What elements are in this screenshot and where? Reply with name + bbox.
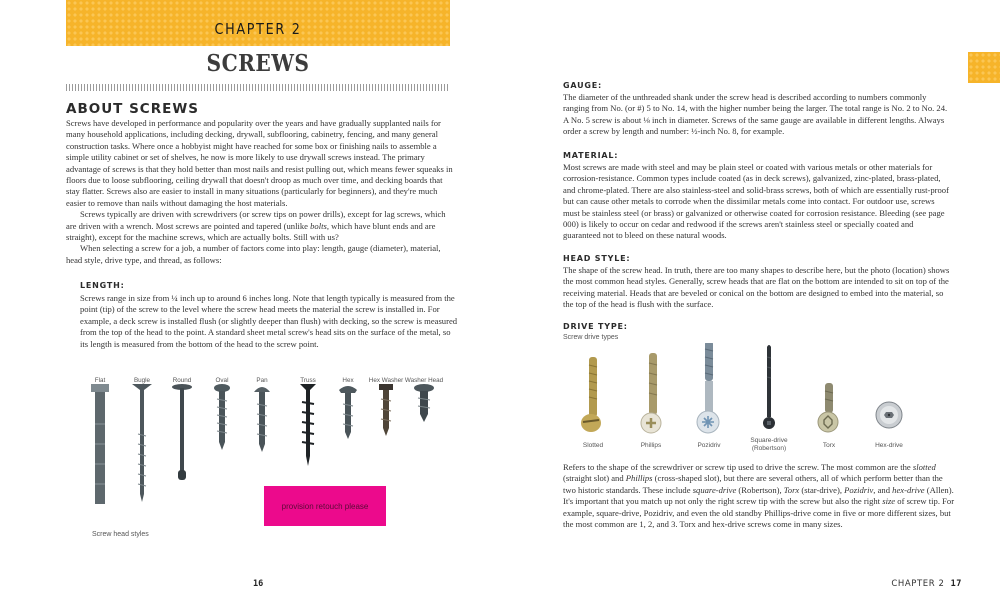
figure-label: Slotted (582, 442, 604, 449)
drive-phillips (621, 343, 681, 449)
figure-label: Bugle (133, 377, 151, 384)
figure-label: Hex Washer (368, 377, 404, 384)
text-run-italic: bolts (310, 220, 327, 231)
subheading-drive-type: DRIVE TYPE: (563, 322, 628, 331)
text-run: , and (873, 484, 893, 495)
text-run-italic: Torx (783, 484, 800, 495)
square-drive-screw-icon (739, 343, 799, 438)
retouch-placeholder: provision retouch please (264, 486, 386, 526)
washer-head-screw-icon (404, 384, 444, 504)
text-run: (Robertson), (736, 484, 784, 495)
slotted-screw-icon (563, 343, 623, 438)
figure-label: Hex-drive (875, 442, 903, 449)
about-paragraph: When selecting a screw for a job, a number of factors come into play: length, gauge (diameter), material, head style, drive type, and thread, as follows: (66, 243, 441, 265)
chapter-band (66, 0, 450, 46)
figure-label: Hex (342, 377, 354, 384)
flat-screw-icon (80, 384, 120, 504)
chapter-label: CHAPTER 2 (214, 20, 302, 38)
screw-washer-head (404, 368, 444, 509)
phillips-screw-icon (621, 343, 681, 438)
drive-pozidriv (679, 343, 739, 449)
figure-caption: Screw drive types (563, 334, 619, 341)
subheading-length: LENGTH: (80, 281, 125, 290)
hatch-divider (66, 84, 450, 91)
screw-bugle (122, 368, 162, 509)
about-paragraph (66, 209, 458, 243)
footer-chapter-label: CHAPTER 2 (891, 579, 945, 589)
figure-label: Washer Head (404, 377, 444, 384)
drive-square (739, 343, 799, 452)
figure-label: Torx (822, 442, 836, 449)
drive-torx (799, 343, 859, 449)
text-run-italic: Pozidriv (844, 484, 874, 495)
right-page (500, 0, 1000, 611)
round-screw-icon (162, 384, 202, 504)
figure-label: Oval (215, 377, 229, 384)
figure-label: Round (172, 377, 192, 384)
page-number-left: 16 (253, 579, 264, 589)
figure-label: Pan (256, 377, 268, 384)
chapter-title: SCREWS (206, 50, 310, 77)
oval-screw-icon (202, 384, 242, 504)
screw-round (162, 368, 202, 509)
head-style-body: The shape of the screw head. In truth, there are too many shapes to describe here, but the photo (location) shows the most common head styles. Generally, screw heads that are flat on the bottom are intended to sit on top of the receiving material. Heads that are beveled or conical on the bottom are designed to embed into the material, so the top of the head is flush with the surface. (563, 265, 950, 310)
figure-label: Truss (300, 377, 316, 384)
text-run: of screw tip. For example, square-drive, Pozidriv, and even the old standby Phillips-drive come in five or more different sizes, but the most common are 1, 2, and 3. Torx and hex-drive screws come in many sizes. (563, 496, 955, 530)
subheading-material: MATERIAL: (563, 151, 619, 160)
bugle-screw-icon (122, 384, 162, 504)
subheading-head-style: HEAD STYLE: (563, 254, 631, 263)
running-footer-right (891, 579, 962, 589)
text-run: (Allen). It's important that you match up not only the right screw tip with the screw but also the right (563, 484, 954, 507)
drive-types-figure (563, 343, 943, 453)
length-body: Screws range in size from ¼ inch up to around 6 inches long. Note that length typically is measured from the point (tip) of the screw to the level where the screw head meets the material the screw is installed in. For example, a deck screw is installed flush (or slightly deeper than flush) with decking, so the screw is measured from the top of the head to the point. A standard sheet metal screw's head sits on the surface of the metal, so its length is measured from the bottom of the head to the screw point. (80, 293, 458, 349)
screw-oval (202, 368, 242, 509)
pozidriv-screw-icon (679, 343, 739, 438)
subheading-gauge: GAUGE: (563, 81, 603, 90)
torx-screw-icon (799, 343, 859, 438)
drive-hex (859, 343, 919, 449)
text-run: (cross-shaped slot), but there are several others, all of which perform better than the two historic standards. These include (563, 473, 943, 495)
text-run-italic: size (882, 496, 896, 507)
text-run-italic: Phillips (625, 473, 653, 484)
text-run: Refers to the shape of the screwdriver or screw tip used to drive the screw. The most common are the (563, 462, 913, 472)
about-paragraph: Screws have developed in performance and popularity over the years and have gradually supplanted nails for many household applications, including decking, drywall, subflooring, cabinetry, fencing, and many general construction tasks. Where once a hobbyist might have reached for some box or finishing nails to assemble a simple utility cabinet or set of shelves, he now is more likely to use drywall screws instead. The primary advantage of screws is that they hold better than most nails and resist pulling out, which means fewer squeaks in floors due to loose subflooring, ceiling drywall that doesn't droop as much over time, and decking boards that stay flatter. Screws also are easier to install in many situations (particularly for beginners), and they're much easier to remove than nails without damaging the host materials. (66, 118, 453, 208)
figure-caption: Screw head styles (92, 531, 149, 538)
text-run-italic: square-drive (692, 484, 737, 495)
text-run: (straight slot) and (563, 473, 626, 484)
text-run-italic: slotted (912, 462, 936, 472)
text-run: (star-drive), (799, 484, 845, 495)
chapter-thumb-tab (968, 52, 1000, 83)
screw-flat (80, 368, 120, 509)
about-body (66, 118, 458, 266)
text-run: Screws typically are driven with screwdrivers (or screw tips on power drills), except for lag screws, which are driven with a wrench. Most screws are pointed and tapered (unlike (66, 209, 446, 231)
hex-drive-screw-icon (859, 343, 919, 438)
section-heading-about: ABOUT SCREWS (66, 101, 199, 117)
drive-type-body (563, 462, 955, 530)
figure-label: Flat (94, 377, 106, 384)
material-body: Most screws are made with steel and may be plain steel or coated with various metals or other materials for corrosion-resistance. Common types include coated (as in deck screws), galvanized, zinc-plated, brass-plated, and chrome-plated. There are also stainless-steel and solid-brass screws, both of which are essentially rust-proof but can cause other metals to corrode when the dissimilar metals come into contact. For outdoor use, screws must be stainless steel (or brass) or galvanized or otherwise coated for corrosion resistance. Bleeding (see page 000) is likely to occur on cedar and redwood if the screws aren't stainless steel or specially coated and guaranteed not to bleed on these natural woods. (563, 162, 949, 241)
gauge-body: The diameter of the unthreaded shank under the screw head is described according to numbers commonly ranging from No. (or #) 5 to No. 14, with the higher number being the larger. The total range is No. 2 to No. 24. A No. 5 screw is about ⅛ inch in diameter. Screws of the same gauge are available in different lengths. Always order a screw by length and number: ½-inch No. 8, for example. (563, 92, 948, 137)
drive-slotted (563, 343, 623, 449)
text-run: , which have blunt ends and are straight), except for the machine screws, which are actually bolts. Still with us? (66, 220, 436, 243)
text-run-italic: hex-drive (892, 484, 925, 495)
figure-label: Phillips (640, 442, 662, 449)
page-number-right: 17 (950, 579, 962, 589)
figure-label: Square-drive (Robertson) (750, 437, 788, 452)
figure-label: Pozidriv (697, 442, 721, 449)
